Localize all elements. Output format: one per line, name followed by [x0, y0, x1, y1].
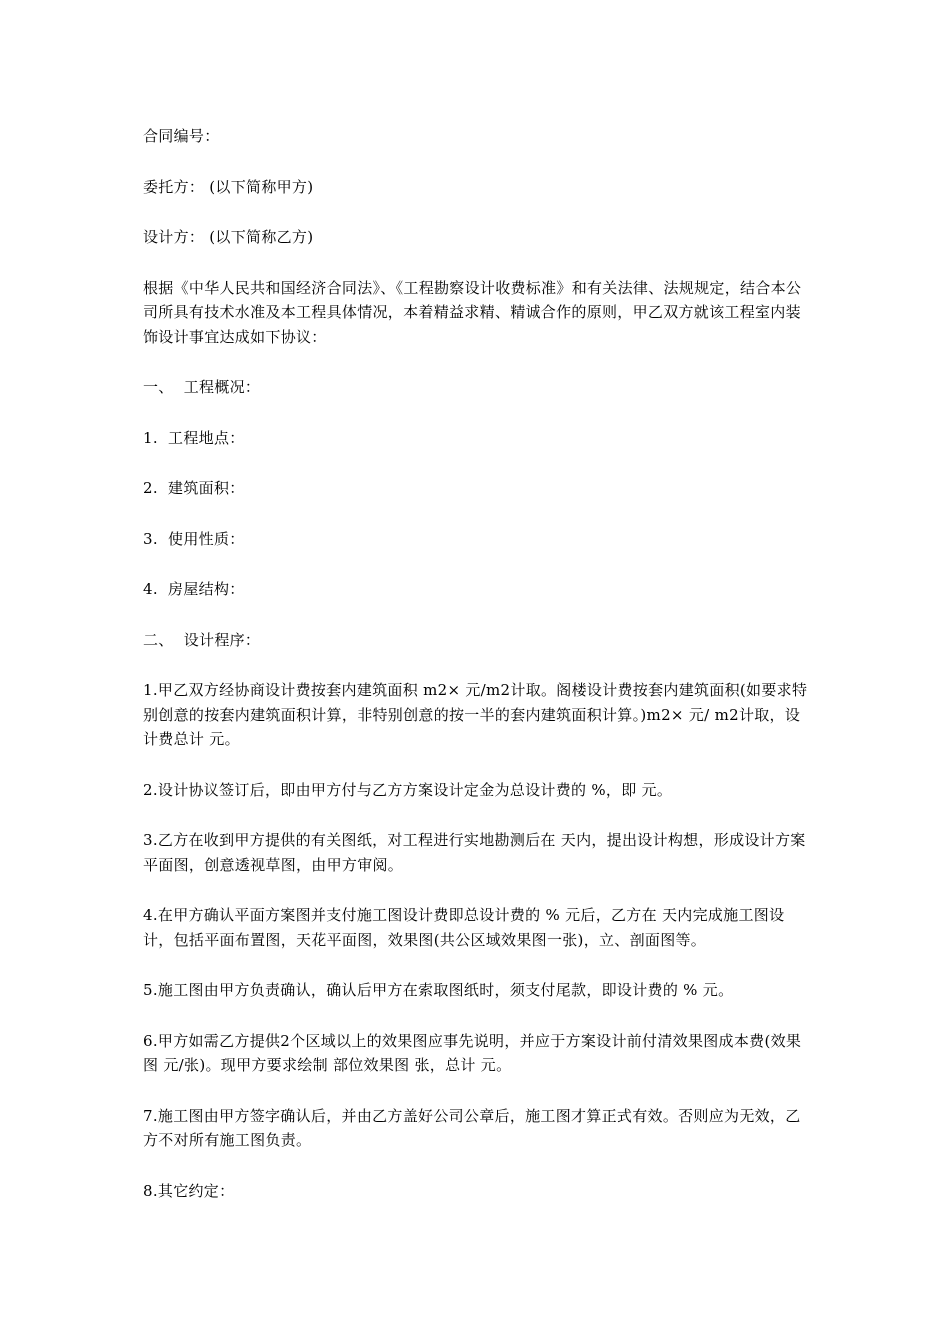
section-heading-project-overview: 一、 工程概况： [143, 378, 261, 396]
contract-number-label: 合同编号： [143, 127, 220, 145]
procedure-item-7: 7.施工图由甲方签字确认后，并由乙方盖好公司公章后，施工图才算正式有效。否则应为无效，乙方不对所有施工图负责。 [143, 1106, 801, 1149]
project-location-item: 1. 工程地点： [143, 428, 245, 447]
usage-nature-item: 3. 使用性质： [143, 529, 245, 548]
procedure-item-1: 1.甲乙双方经协商设计费按套内建筑面积 m2× 元/m2计取。阁楼设计费按套内建筑面积(如要求特别创意的按套内建筑面积计算，非特别创意的按一半的套内建筑面积计算。)m2× 元/ m2计取，设计费总计 元。 [143, 681, 808, 748]
procedure-item-3: 3.乙方在收到甲方提供的有关图纸，对工程进行实地勘测后在 天内，提出设计构想，形成设计方案平面图，创意透视草图，由甲方审阅。 [143, 831, 806, 874]
client-party-label: 委托方： (以下简称甲方) [143, 177, 314, 196]
procedure-item-8: 8.其它约定： [143, 1181, 235, 1200]
procedure-item-4: 4.在甲方确认平面方案图并支付施工图设计费即总设计费的 % 元后，乙方在 天内完成施工图设计，包括平面布置图，天花平面图，效果图(共公区域效果图一张)，立、剖面图等。 [143, 906, 785, 949]
building-structure-item: 4. 房屋结构： [143, 580, 245, 598]
procedure-item-2: 2.设计协议签订后，即由甲方付与乙方方案设计定金为总设计费的 %，即 元。 [143, 780, 673, 799]
procedure-item-5: 5.施工图由甲方负责确认，确认后甲方在索取图纸时，须支付尾款，即设计费的 % 元。 [143, 981, 734, 999]
building-area-item: 2. 建筑面积： [143, 479, 245, 497]
section-heading-design-procedure: 二、 设计程序： [143, 630, 261, 649]
preamble-paragraph: 根据《中华人民共和国经济合同法》、《工程勘察设计收费标准》和有关法律、法规规定，结合本公司所具有技术水准及本工程具体情况，本着精益求精、精诚合作的原则，甲乙双方就该工程室内装饰设计事宜达成如下协议： [143, 278, 802, 346]
procedure-item-6: 6.甲方如需乙方提供2个区域以上的效果图应事先说明，并应于方案设计前付清效果图成本费(效果图 元/张)。现甲方要求绘制 部位效果图 张，总计 元。 [143, 1031, 802, 1074]
designer-party-label: 设计方： (以下简称乙方) [143, 228, 314, 246]
document-body [143, 124, 811, 1229]
